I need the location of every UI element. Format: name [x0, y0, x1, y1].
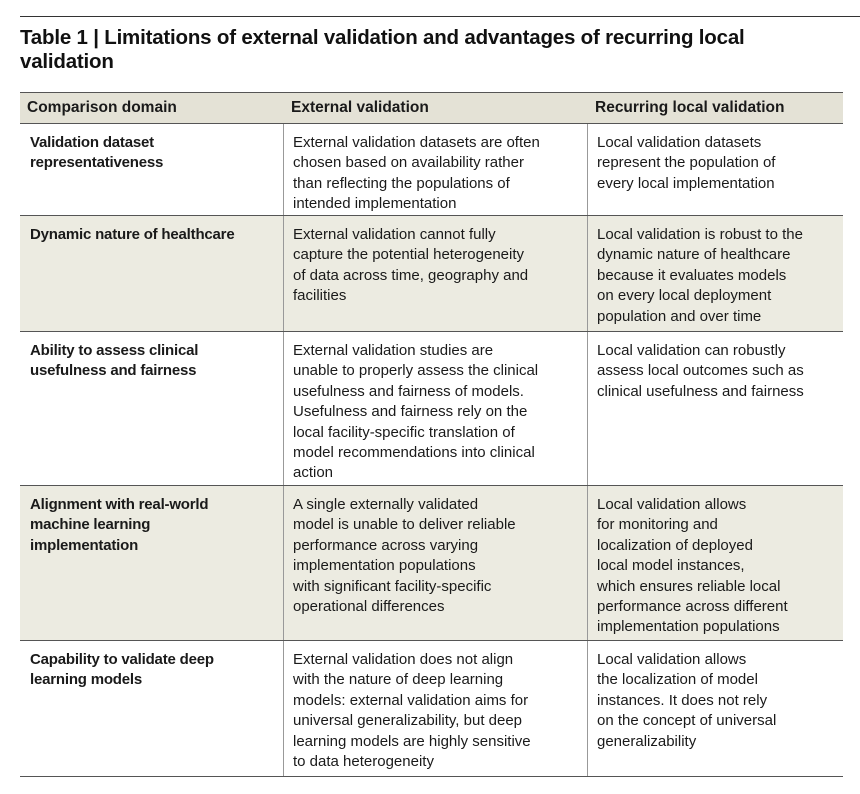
external-line: than reflecting the populations of [293, 174, 510, 192]
external-line: with significant facility-specific [293, 577, 492, 595]
external-cell [283, 486, 587, 640]
domain-line: representativeness [30, 154, 164, 172]
local-line: instances. It does not rely [597, 691, 768, 709]
external-line: of data across time, geography and [293, 266, 529, 284]
domain-line: usefulness and fairness [30, 362, 197, 380]
domain-cell [20, 216, 283, 331]
local-line: which ensures reliable local [597, 577, 781, 595]
external-line: External validation does not align [293, 651, 514, 668]
table-title [20, 26, 820, 74]
external-cell [283, 641, 587, 776]
local-line: for monitoring and [597, 516, 718, 534]
domain-line: machine learning [30, 516, 151, 534]
external-line: intended implementation [293, 195, 457, 213]
local-line: dynamic nature of healthcare [597, 246, 791, 264]
table-row [20, 332, 843, 486]
local-line: implementation populations [597, 618, 780, 636]
table-row [20, 216, 843, 332]
local-line: every local implementation [597, 174, 775, 192]
local-line: Local validation can robustly [597, 342, 786, 359]
external-line: universal generalizability, but deep [293, 712, 523, 730]
local-line: local model instances, [597, 557, 745, 575]
external-line: External validation studies are [293, 342, 494, 359]
table-row [20, 124, 843, 216]
local-line: on the concept of universal [597, 712, 777, 730]
local-line: performance across different [597, 598, 788, 616]
external-line: chosen based on availability rather [293, 154, 524, 172]
domain-line: Dynamic nature of healthcare [30, 226, 235, 243]
local-line: Local validation datasets [597, 134, 762, 151]
external-line: A single externally validated [293, 496, 479, 513]
local-line: assess local outcomes such as [597, 362, 804, 380]
top-rule [20, 16, 860, 17]
local-line: because it evaluates models [597, 266, 787, 284]
local-line: population and over time [597, 307, 762, 325]
external-line: implementation populations [293, 557, 476, 575]
external-line: usefulness and fairness of models. [293, 382, 524, 400]
external-line: learning models are highly sensitive [293, 732, 531, 750]
domain-cell [20, 124, 283, 215]
table-title-line: Table 1 | Limitations of external validation and advantages of recurring local [20, 26, 745, 49]
external-line: capture the potential heterogeneity [293, 246, 524, 264]
domain-line: Ability to assess clinical [30, 342, 199, 359]
local-cell [587, 486, 843, 640]
domain-line: Validation dataset [30, 134, 154, 151]
domain-line: Capability to validate deep [30, 651, 214, 668]
external-line: External validation cannot fully [293, 226, 496, 243]
header-comparison-domain: Comparison domain [27, 99, 177, 116]
local-line: on every local deployment [597, 287, 772, 305]
local-line: localization of deployed [597, 536, 753, 554]
external-line: model is unable to deliver reliable [293, 516, 516, 534]
domain-line: implementation [30, 536, 139, 554]
external-line: Usefulness and fairness rely on the [293, 403, 528, 421]
comparison-table [20, 92, 843, 777]
local-cell [587, 124, 843, 215]
local-line: clinical usefulness and fairness [597, 382, 804, 400]
local-line: the localization of model [597, 671, 758, 689]
local-cell [587, 332, 843, 485]
external-line: local facility-specific translation of [293, 423, 515, 441]
table-title-line: validation [20, 50, 114, 73]
external-cell [283, 332, 587, 485]
domain-line: Alignment with real-world [30, 496, 209, 513]
external-line: with the nature of deep learning [293, 671, 504, 689]
external-line: unable to properly assess the clinical [293, 362, 539, 380]
external-line: models: external validation aims for [293, 691, 529, 709]
domain-cell [20, 641, 283, 776]
external-cell [283, 124, 587, 215]
domain-cell [20, 332, 283, 485]
table-header-row [20, 92, 843, 124]
domain-cell [20, 486, 283, 640]
external-line: model recommendations into clinical [293, 444, 535, 462]
table-row [20, 486, 843, 641]
local-cell [587, 216, 843, 331]
external-cell [283, 216, 587, 331]
local-line: Local validation allows [597, 496, 747, 513]
local-cell [587, 641, 843, 776]
external-line: facilities [293, 287, 347, 305]
header-recurring-local-validation: Recurring local validation [595, 99, 785, 116]
external-line: performance across varying [293, 536, 479, 554]
domain-line: learning models [30, 671, 143, 689]
local-line: Local validation allows [597, 651, 747, 668]
external-line: to data heterogeneity [293, 753, 434, 771]
table-row [20, 641, 843, 777]
external-line: operational differences [293, 598, 445, 616]
header-external-validation: External validation [291, 99, 429, 116]
external-line: External validation datasets are often [293, 134, 540, 151]
external-line: action [293, 464, 334, 482]
local-line: represent the population of [597, 154, 776, 172]
local-line: generalizability [597, 732, 697, 750]
local-line: Local validation is robust to the [597, 226, 803, 243]
